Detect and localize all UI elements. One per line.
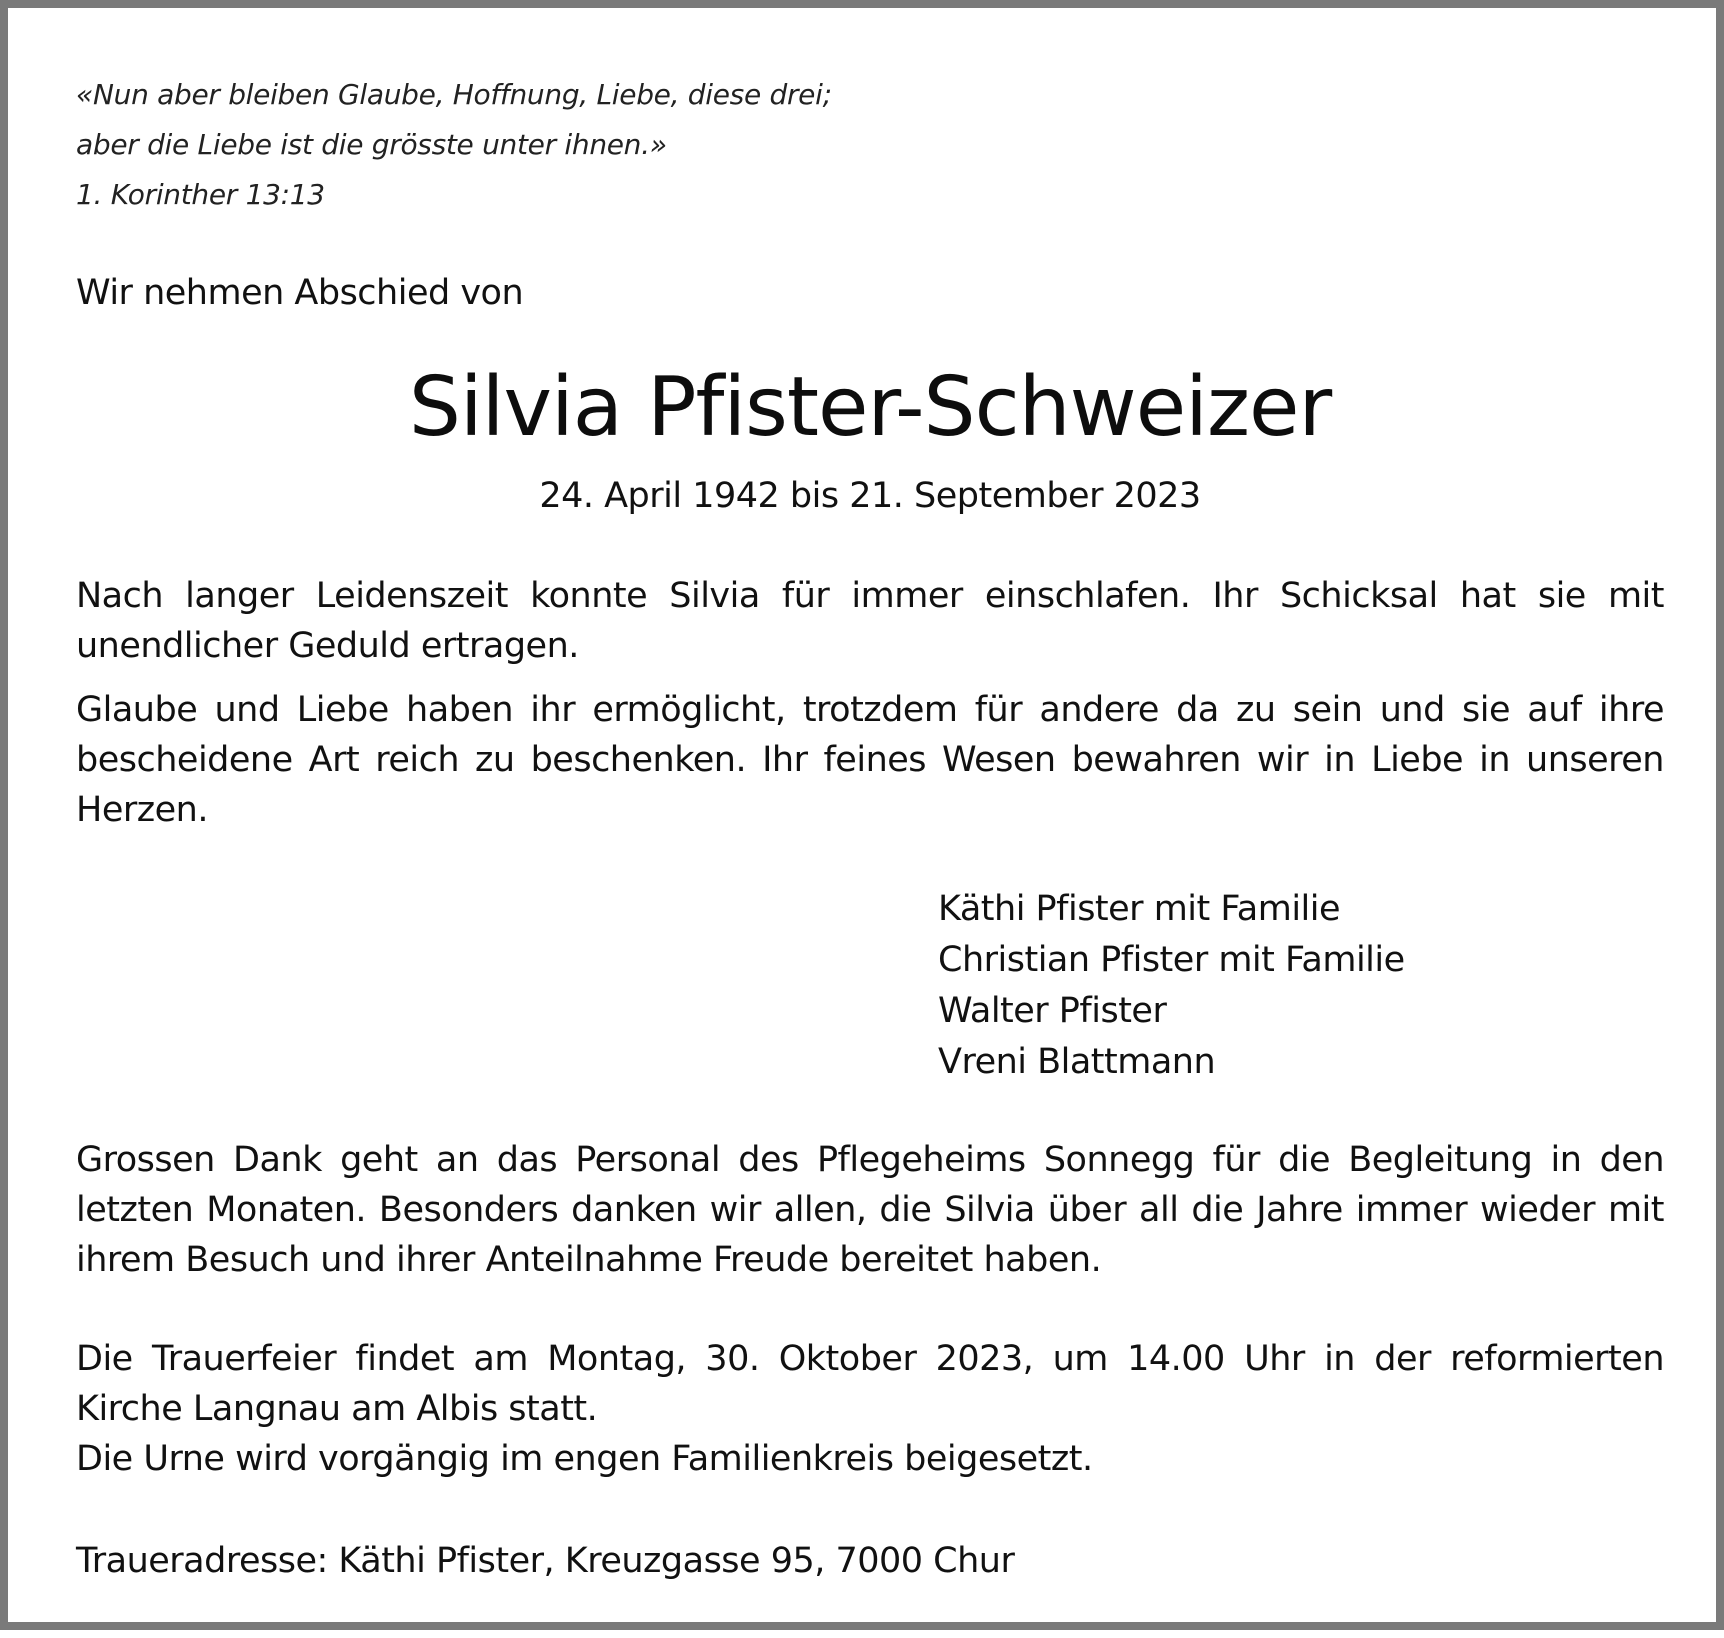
deceased-name: Silvia Pfister-Schweizer bbox=[408, 360, 1332, 455]
bible-quote-reference: 1. Korinther 13:13 bbox=[76, 178, 325, 211]
paragraph-faith: Glaube und Liebe haben ihr ermöglicht, trotzdem für andere da zu sein und sie auf ihre bescheidene Art reich zu beschenken. Ihr feines Wesen bewahren wir in Liebe in unseren Herzen. bbox=[76, 690, 1664, 830]
paragraph-ceremony bbox=[76, 1334, 1664, 1484]
bible-quote-line-1: «Nun aber bleiben Glaube, Hoffnung, Liebe, diese drei; bbox=[76, 78, 832, 111]
mourners-list bbox=[938, 884, 1405, 1088]
life-dates: 24. April 1942 bis 21. September 2023 bbox=[539, 476, 1201, 516]
mourner-2: Christian Pfister mit Familie bbox=[938, 940, 1405, 980]
mourner-3: Walter Pfister bbox=[938, 991, 1167, 1031]
urn-note: Die Urne wird vorgängig im engen Familienkreis beigesetzt. bbox=[76, 1439, 1093, 1479]
paragraph-thanks: Grossen Dank geht an das Personal des Pflegeheims Sonnegg für die Begleitung in den letzten Monaten. Besonders danken wir allen, die Silvia über all die Jahre immer wieder mit ihrem Besuch und ihrer Anteilnahme Freude bereitet haben. bbox=[76, 1140, 1664, 1280]
ceremony-details: Die Trauerfeier findet am Montag, 30. Oktober 2023, um 14.00 Uhr in der reformierten Kirche Langnau am Albis statt. bbox=[76, 1339, 1664, 1429]
mourning-address: Traueradresse: Käthi Pfister, Kreuzgasse 95, 7000 Chur bbox=[76, 1541, 1015, 1581]
mourner-1: Käthi Pfister mit Familie bbox=[938, 889, 1341, 929]
mourner-4: Vreni Blattmann bbox=[938, 1042, 1216, 1082]
bible-quote bbox=[76, 70, 1076, 220]
obituary-content bbox=[76, 8, 1664, 1638]
farewell-intro: Wir nehmen Abschied von bbox=[76, 273, 524, 313]
bible-quote-line-2: aber die Liebe ist die grösste unter ihnen.» bbox=[76, 128, 667, 161]
paragraph-suffering: Nach langer Leidenszeit konnte Silvia für immer einschlafen. Ihr Schicksal hat sie mit unendlicher Geduld ertragen. bbox=[76, 576, 1664, 666]
